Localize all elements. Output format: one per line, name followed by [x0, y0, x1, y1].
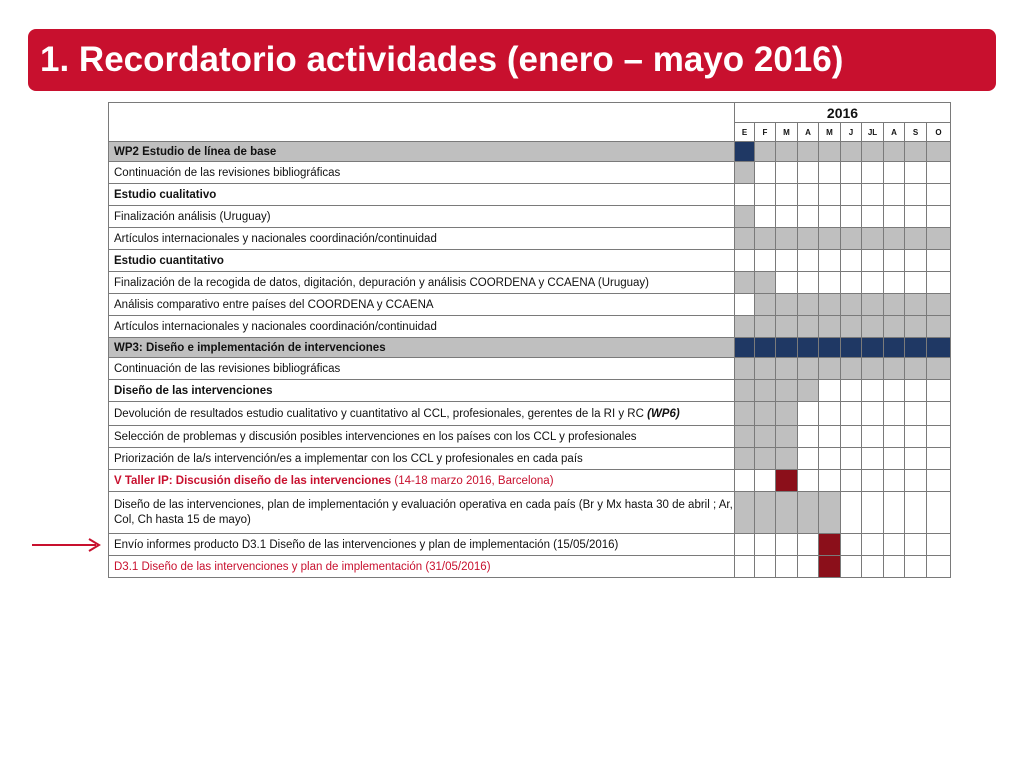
activity-label: WP2 Estudio de línea de base	[114, 145, 277, 158]
activity-label: D3.1 Diseño de las intervenciones y plan de implementación (31/05/2016)	[114, 560, 491, 573]
month-cell-j-5	[841, 402, 862, 426]
activity-label: Análisis comparativo entre países del COORDENA y CCAENA	[114, 298, 434, 311]
activity-label: Artículos internacionales y nacionales coordinación/continuidad	[114, 232, 437, 245]
month-cell-a-3	[798, 402, 819, 426]
activity-cell	[109, 448, 735, 470]
table-row	[109, 380, 951, 402]
table-row	[109, 402, 951, 426]
month-cell-jl-6	[862, 426, 884, 448]
month-cell-a-7	[884, 142, 905, 162]
month-cell-j-5	[841, 316, 862, 338]
activity-cell	[109, 534, 735, 556]
month-cell-o-9	[927, 250, 951, 272]
month-cell-s-8	[905, 316, 927, 338]
month-cell-a-7	[884, 162, 905, 184]
month-cell-m-4	[819, 228, 841, 250]
month-cell-a-3	[798, 534, 819, 556]
table-row	[109, 492, 951, 534]
table-row	[109, 316, 951, 338]
month-cell-j-5	[841, 470, 862, 492]
activity-cell	[109, 294, 735, 316]
table-row	[109, 294, 951, 316]
month-cell-m-4	[819, 426, 841, 448]
month-header-6: JL	[862, 123, 884, 142]
activity-cell	[109, 402, 735, 426]
month-cell-s-8	[905, 338, 927, 358]
month-cell-m-2	[776, 294, 798, 316]
month-cell-o-9	[927, 272, 951, 294]
month-cell-a-3	[798, 492, 819, 534]
month-cell-e-0	[735, 556, 755, 578]
month-cell-e-0	[735, 338, 755, 358]
month-header-8: S	[905, 123, 927, 142]
month-cell-a-3	[798, 470, 819, 492]
activity-suffix: (14-18 marzo 2016, Barcelona)	[394, 474, 554, 487]
month-cell-m-4	[819, 272, 841, 294]
month-header-2: M	[776, 123, 798, 142]
month-cell-o-9	[927, 534, 951, 556]
table-row	[109, 272, 951, 294]
month-cell-a-3	[798, 448, 819, 470]
month-cell-j-5	[841, 184, 862, 206]
activity-cell	[109, 338, 735, 358]
month-header-3: A	[798, 123, 819, 142]
month-cell-m-4	[819, 316, 841, 338]
month-cell-m-2	[776, 402, 798, 426]
month-cell-j-5	[841, 426, 862, 448]
activity-label: Estudio cualitativo	[114, 188, 217, 201]
month-cell-f-1	[755, 142, 776, 162]
month-cell-e-0	[735, 448, 755, 470]
table-row	[109, 162, 951, 184]
month-cell-e-0	[735, 402, 755, 426]
gantt-table	[108, 102, 951, 578]
month-cell-m-2	[776, 162, 798, 184]
activity-label: Priorización de la/s intervención/es a implementar con los CCL y profesionales en cada país	[114, 452, 583, 465]
table-row	[109, 426, 951, 448]
month-cell-s-8	[905, 556, 927, 578]
month-header-4: M	[819, 123, 841, 142]
month-cell-m-2	[776, 316, 798, 338]
month-cell-a-3	[798, 358, 819, 380]
month-cell-m-4	[819, 162, 841, 184]
month-cell-f-1	[755, 294, 776, 316]
month-cell-e-0	[735, 492, 755, 534]
month-cell-a-7	[884, 402, 905, 426]
month-cell-a-3	[798, 272, 819, 294]
month-cell-o-9	[927, 358, 951, 380]
month-cell-a-3	[798, 316, 819, 338]
month-cell-e-0	[735, 470, 755, 492]
month-cell-o-9	[927, 380, 951, 402]
month-cell-a-7	[884, 250, 905, 272]
month-cell-o-9	[927, 426, 951, 448]
month-cell-f-1	[755, 228, 776, 250]
month-cell-a-7	[884, 556, 905, 578]
month-cell-jl-6	[862, 162, 884, 184]
month-cell-a-7	[884, 426, 905, 448]
month-cell-s-8	[905, 358, 927, 380]
activity-label: WP3: Diseño e implementación de intervenciones	[114, 341, 386, 354]
month-cell-f-1	[755, 162, 776, 184]
month-cell-s-8	[905, 272, 927, 294]
month-cell-m-2	[776, 250, 798, 272]
month-cell-e-0	[735, 162, 755, 184]
month-cell-a-3	[798, 294, 819, 316]
activity-cell	[109, 162, 735, 184]
month-cell-a-3	[798, 426, 819, 448]
table-row	[109, 448, 951, 470]
month-cell-s-8	[905, 492, 927, 534]
month-cell-jl-6	[862, 402, 884, 426]
month-cell-jl-6	[862, 338, 884, 358]
table-row	[109, 142, 951, 162]
month-cell-m-2	[776, 142, 798, 162]
month-cell-m-2	[776, 492, 798, 534]
month-cell-jl-6	[862, 556, 884, 578]
month-cell-o-9	[927, 228, 951, 250]
arrow-right-icon	[32, 538, 104, 552]
month-header-9: O	[927, 123, 951, 142]
month-cell-jl-6	[862, 294, 884, 316]
activity-label: Estudio cuantitativo	[114, 254, 224, 267]
month-cell-m-2	[776, 448, 798, 470]
month-cell-e-0	[735, 206, 755, 228]
activity-label: Devolución de resultados estudio cualitativo y cuantitativo al CCL, profesionales, gerentes de la RI y RC	[114, 407, 644, 420]
month-cell-a-3	[798, 228, 819, 250]
month-cell-a-7	[884, 294, 905, 316]
table-row	[109, 184, 951, 206]
activity-label: Diseño de las intervenciones	[114, 384, 273, 397]
month-cell-a-3	[798, 556, 819, 578]
month-cell-m-4	[819, 556, 841, 578]
month-cell-e-0	[735, 228, 755, 250]
month-cell-jl-6	[862, 142, 884, 162]
month-cell-jl-6	[862, 250, 884, 272]
month-cell-m-4	[819, 184, 841, 206]
month-cell-j-5	[841, 492, 862, 534]
month-cell-m-2	[776, 184, 798, 206]
activity-suffix: (WP6)	[647, 407, 680, 420]
month-cell-m-2	[776, 470, 798, 492]
month-cell-j-5	[841, 206, 862, 228]
month-cell-jl-6	[862, 272, 884, 294]
month-cell-f-1	[755, 380, 776, 402]
month-cell-f-1	[755, 184, 776, 206]
table-row	[109, 250, 951, 272]
month-cell-f-1	[755, 426, 776, 448]
month-cell-m-4	[819, 380, 841, 402]
activity-label: Finalización de la recogida de datos, digitación, depuración y análisis COORDENA y CCAENA (Uruguay)	[114, 276, 650, 289]
month-cell-f-1	[755, 358, 776, 380]
month-cell-o-9	[927, 492, 951, 534]
month-cell-o-9	[927, 448, 951, 470]
month-cell-a-7	[884, 380, 905, 402]
month-cell-e-0	[735, 294, 755, 316]
month-cell-jl-6	[862, 470, 884, 492]
month-cell-f-1	[755, 556, 776, 578]
month-cell-m-2	[776, 338, 798, 358]
month-cell-j-5	[841, 534, 862, 556]
month-cell-m-2	[776, 380, 798, 402]
month-cell-m-4	[819, 470, 841, 492]
month-cell-o-9	[927, 470, 951, 492]
month-header-7: A	[884, 123, 905, 142]
month-cell-m-4	[819, 142, 841, 162]
activity-label: Finalización análisis (Uruguay)	[114, 210, 271, 223]
month-cell-f-1	[755, 316, 776, 338]
month-cell-m-4	[819, 338, 841, 358]
month-cell-s-8	[905, 250, 927, 272]
month-cell-e-0	[735, 534, 755, 556]
month-cell-s-8	[905, 426, 927, 448]
activity-cell	[109, 272, 735, 294]
activity-label: Artículos internacionales y nacionales coordinación/continuidad	[114, 320, 437, 333]
month-cell-a-7	[884, 470, 905, 492]
month-cell-a-7	[884, 228, 905, 250]
month-cell-m-4	[819, 448, 841, 470]
month-header-0: E	[735, 123, 755, 142]
table-row	[109, 556, 951, 578]
activity-cell	[109, 184, 735, 206]
month-cell-a-3	[798, 338, 819, 358]
month-cell-o-9	[927, 162, 951, 184]
table-row	[109, 206, 951, 228]
month-cell-e-0	[735, 426, 755, 448]
month-cell-m-4	[819, 534, 841, 556]
activity-label: Continuación de las revisiones bibliográficas	[114, 362, 341, 375]
month-cell-j-5	[841, 358, 862, 380]
month-cell-m-2	[776, 426, 798, 448]
month-cell-f-1	[755, 470, 776, 492]
month-header-5: J	[841, 123, 862, 142]
month-cell-e-0	[735, 142, 755, 162]
month-cell-m-4	[819, 206, 841, 228]
month-cell-a-3	[798, 142, 819, 162]
activity-label: Continuación de las revisiones bibliográficas	[114, 166, 341, 179]
activity-label: Envío informes producto D3.1 Diseño de las intervenciones y plan de implementación (15/05/2016)	[114, 538, 619, 551]
month-cell-j-5	[841, 448, 862, 470]
month-cell-o-9	[927, 556, 951, 578]
title-bar	[28, 29, 996, 91]
month-cell-j-5	[841, 162, 862, 184]
month-cell-s-8	[905, 470, 927, 492]
month-cell-jl-6	[862, 184, 884, 206]
activity-label: Diseño de las intervenciones, plan de implementación y evaluación operativa en cada país (Br y Mx hasta 30 de abril ; Ar, Col, Ch hasta 15 de mayo)	[114, 499, 733, 526]
activity-cell	[109, 492, 735, 534]
month-cell-a-7	[884, 534, 905, 556]
month-cell-j-5	[841, 228, 862, 250]
month-cell-e-0	[735, 272, 755, 294]
month-cell-a-7	[884, 358, 905, 380]
activity-label: Selección de problemas y discusión posibles intervenciones en los países con los CCL y profesionales	[114, 430, 637, 443]
month-cell-o-9	[927, 402, 951, 426]
month-cell-e-0	[735, 250, 755, 272]
month-cell-f-1	[755, 534, 776, 556]
month-cell-o-9	[927, 294, 951, 316]
month-cell-s-8	[905, 228, 927, 250]
month-cell-a-7	[884, 492, 905, 534]
month-cell-f-1	[755, 448, 776, 470]
month-cell-j-5	[841, 294, 862, 316]
month-cell-a-3	[798, 162, 819, 184]
month-cell-a-3	[798, 380, 819, 402]
month-cell-m-2	[776, 358, 798, 380]
month-cell-m-2	[776, 272, 798, 294]
month-cell-m-4	[819, 402, 841, 426]
month-cell-f-1	[755, 492, 776, 534]
slide-title: 1. Recordatorio actividades (enero – mayo 2016)	[40, 40, 844, 79]
month-cell-jl-6	[862, 534, 884, 556]
month-cell-s-8	[905, 206, 927, 228]
month-cell-e-0	[735, 316, 755, 338]
month-cell-s-8	[905, 162, 927, 184]
activity-cell	[109, 228, 735, 250]
activity-label: V Taller IP: Discusión diseño de las intervenciones	[114, 474, 392, 487]
month-cell-jl-6	[862, 316, 884, 338]
month-cell-s-8	[905, 294, 927, 316]
month-cell-a-3	[798, 184, 819, 206]
month-cell-o-9	[927, 142, 951, 162]
activity-cell	[109, 206, 735, 228]
month-cell-m-2	[776, 206, 798, 228]
year-header: 2016	[735, 103, 951, 123]
month-cell-m-2	[776, 534, 798, 556]
month-cell-j-5	[841, 556, 862, 578]
month-cell-f-1	[755, 402, 776, 426]
activity-cell	[109, 142, 735, 162]
table-row	[109, 534, 951, 556]
month-cell-a-7	[884, 338, 905, 358]
month-cell-a-7	[884, 206, 905, 228]
month-cell-o-9	[927, 184, 951, 206]
activity-cell	[109, 426, 735, 448]
month-header-1: F	[755, 123, 776, 142]
month-cell-s-8	[905, 402, 927, 426]
month-cell-jl-6	[862, 380, 884, 402]
gantt-corner	[109, 103, 735, 142]
month-cell-j-5	[841, 380, 862, 402]
month-cell-a-7	[884, 316, 905, 338]
month-cell-jl-6	[862, 492, 884, 534]
month-cell-f-1	[755, 338, 776, 358]
month-cell-m-4	[819, 294, 841, 316]
activity-cell	[109, 556, 735, 578]
month-cell-jl-6	[862, 228, 884, 250]
month-cell-o-9	[927, 206, 951, 228]
month-cell-s-8	[905, 448, 927, 470]
month-cell-m-4	[819, 492, 841, 534]
month-cell-o-9	[927, 316, 951, 338]
activity-cell	[109, 316, 735, 338]
month-cell-j-5	[841, 272, 862, 294]
month-cell-s-8	[905, 142, 927, 162]
table-row	[109, 470, 951, 492]
month-cell-jl-6	[862, 358, 884, 380]
month-cell-f-1	[755, 206, 776, 228]
month-cell-j-5	[841, 338, 862, 358]
month-cell-jl-6	[862, 206, 884, 228]
month-cell-a-7	[884, 272, 905, 294]
month-cell-m-4	[819, 358, 841, 380]
month-cell-m-2	[776, 556, 798, 578]
month-cell-e-0	[735, 184, 755, 206]
table-row	[109, 338, 951, 358]
activity-cell	[109, 250, 735, 272]
month-cell-o-9	[927, 338, 951, 358]
month-cell-f-1	[755, 272, 776, 294]
table-row	[109, 358, 951, 380]
month-cell-jl-6	[862, 448, 884, 470]
activity-cell	[109, 380, 735, 402]
month-cell-s-8	[905, 534, 927, 556]
activity-cell	[109, 358, 735, 380]
month-cell-f-1	[755, 250, 776, 272]
month-cell-m-4	[819, 250, 841, 272]
month-cell-j-5	[841, 142, 862, 162]
month-cell-j-5	[841, 250, 862, 272]
activity-cell	[109, 470, 735, 492]
month-cell-e-0	[735, 380, 755, 402]
month-cell-a-7	[884, 184, 905, 206]
month-cell-a-3	[798, 250, 819, 272]
month-cell-a-7	[884, 448, 905, 470]
month-cell-s-8	[905, 380, 927, 402]
month-cell-s-8	[905, 184, 927, 206]
table-row	[109, 228, 951, 250]
month-cell-a-3	[798, 206, 819, 228]
month-cell-m-2	[776, 228, 798, 250]
month-cell-e-0	[735, 358, 755, 380]
